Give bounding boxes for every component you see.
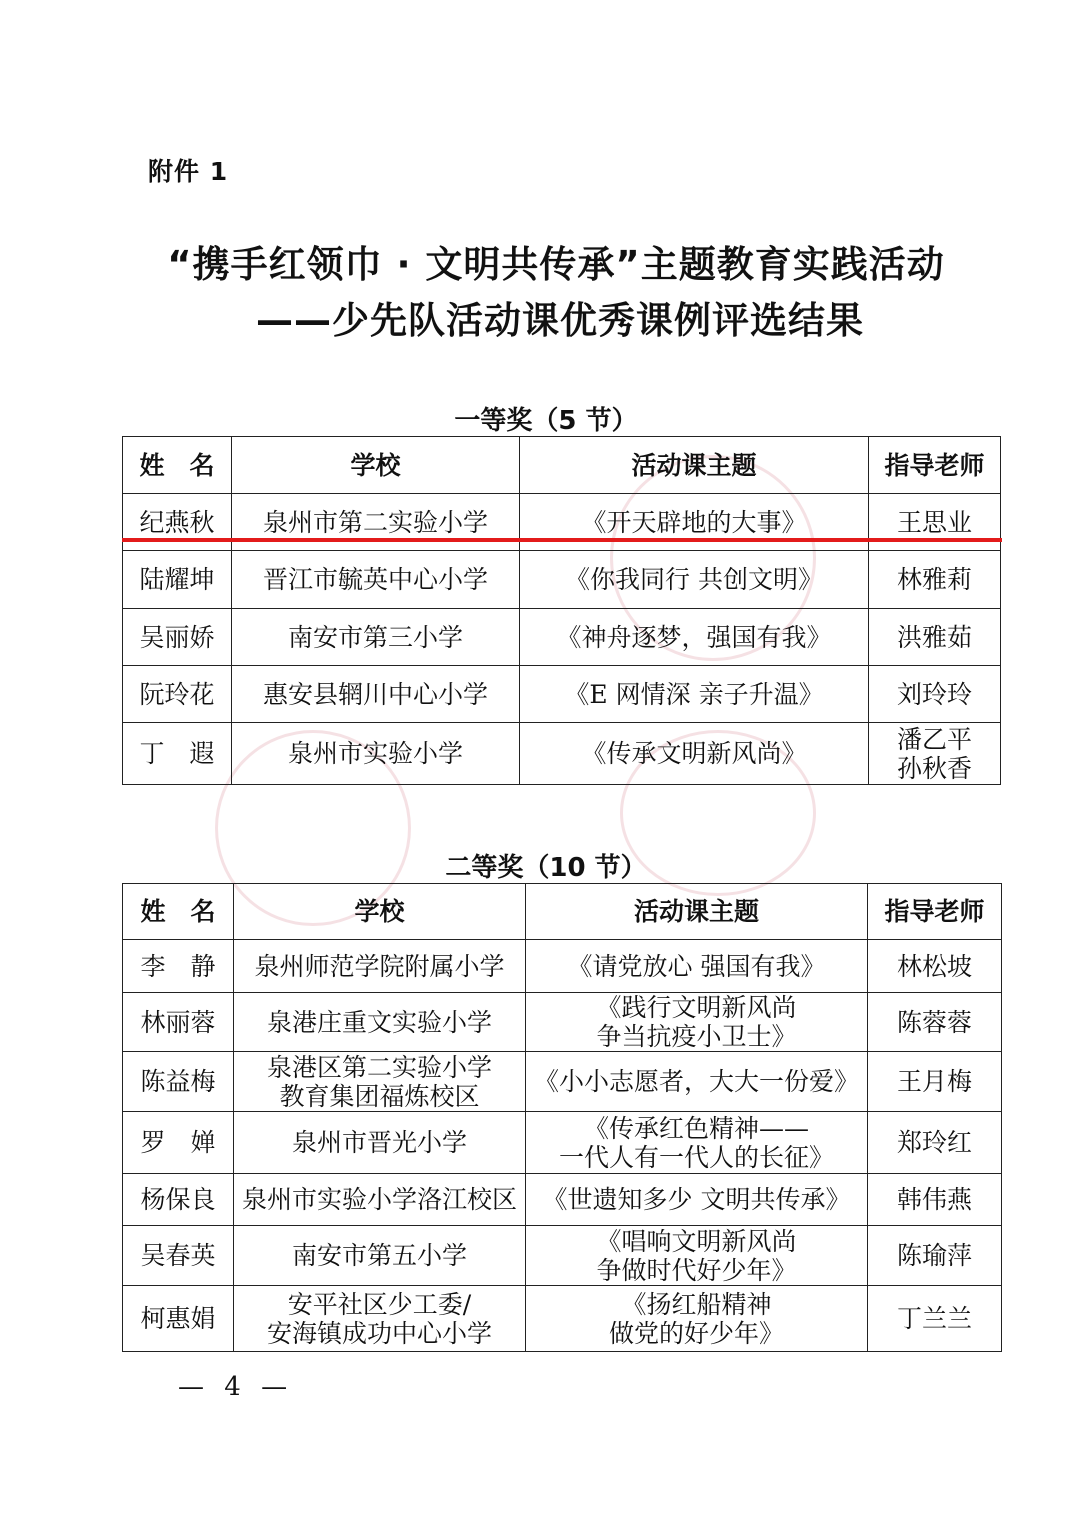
cell-teacher-line: 王思业 — [896, 507, 972, 537]
cell-school-line: 安平社区少工委/ — [287, 1289, 472, 1319]
cell-teacher-line: 丁兰兰 — [896, 1304, 972, 1333]
cell-name: 阮玲花 — [123, 666, 232, 723]
cell-school — [234, 1174, 526, 1226]
cell-school — [234, 1112, 526, 1174]
cell-school-line: 泉州市晋光小学 — [291, 1128, 467, 1157]
cell-topic — [520, 609, 869, 666]
cell-school — [234, 1286, 526, 1352]
cell-school-line: 南安市第三小学 — [287, 622, 463, 652]
table-row — [123, 940, 1002, 993]
cell-school — [232, 666, 520, 723]
header-name: 姓 名 — [123, 437, 232, 494]
cell-teacher-line: 洪雅茹 — [896, 622, 972, 652]
table-row — [123, 1052, 1002, 1112]
cell-school-line: 惠安县辋川中心小学 — [262, 679, 488, 709]
cell-teacher — [869, 609, 1001, 666]
cell-topic — [526, 1226, 868, 1286]
cell-teacher — [869, 723, 1001, 785]
cell-teacher — [869, 666, 1001, 723]
highlight-underline — [122, 538, 1002, 542]
cell-school — [234, 993, 526, 1052]
cell-teacher-line: 潘乙平 — [896, 724, 972, 754]
second-prize-table — [122, 883, 1002, 1352]
table-header-row — [123, 437, 1001, 494]
cell-topic-line: 《唱响文明新风尚 — [596, 1226, 797, 1256]
cell-school-line: 教育集团福炼校区 — [279, 1081, 480, 1111]
cell-topic — [526, 1052, 868, 1112]
cell-topic-line: 《践行文明新风尚 — [596, 993, 797, 1022]
cell-topic — [526, 993, 868, 1052]
cell-topic — [520, 723, 869, 785]
cell-name: 丁 遐 — [123, 723, 232, 785]
cell-name: 李 静 — [123, 940, 234, 993]
cell-school — [232, 723, 520, 785]
cell-teacher-line: 林雅莉 — [896, 565, 972, 594]
cell-topic — [520, 666, 869, 723]
cell-teacher-line: 陈蓉蓉 — [896, 1007, 972, 1037]
cell-topic-line: 《你我同行 共创文明》 — [565, 565, 823, 594]
cell-name: 吴春英 — [123, 1226, 234, 1286]
cell-school — [232, 609, 520, 666]
header-topic: 活动课主题 — [526, 884, 868, 940]
cell-name: 纪燕秋 — [123, 494, 232, 551]
cell-name: 陈益梅 — [123, 1052, 234, 1112]
cell-school-line: 泉州市实验小学 — [287, 739, 463, 768]
cell-topic-line: 《世遗知多少 文明共传承》 — [542, 1185, 851, 1214]
page-number: — 4 — — [178, 1372, 294, 1402]
cell-school-line: 泉州市实验小学洛江校区 — [241, 1185, 517, 1214]
cell-teacher — [868, 993, 1002, 1052]
table-row — [123, 723, 1001, 785]
cell-topic-line: 《开天辟地的大事》 — [581, 507, 807, 537]
header-teacher: 指导老师 — [868, 884, 1002, 940]
cell-school — [234, 940, 526, 993]
cell-school — [232, 551, 520, 609]
cell-name: 杨保良 — [123, 1174, 234, 1226]
cell-teacher — [868, 1226, 1002, 1286]
second-prize-heading: 二等奖（10 节） — [445, 853, 647, 883]
first-prize-table — [122, 436, 1001, 785]
header-name: 姓 名 — [123, 884, 234, 940]
table-row — [123, 609, 1001, 666]
cell-teacher-line: 刘玲玲 — [896, 679, 972, 709]
cell-name: 柯惠娟 — [123, 1286, 234, 1352]
cell-teacher — [868, 1174, 1002, 1226]
cell-teacher — [868, 1112, 1002, 1174]
first-prize-heading: 一等奖（5 节） — [454, 406, 638, 436]
cell-school-line: 安海镇成功中心小学 — [266, 1318, 492, 1348]
cell-teacher-line: 韩伟燕 — [896, 1185, 972, 1214]
cell-topic — [526, 1286, 868, 1352]
cell-teacher — [869, 551, 1001, 609]
cell-topic-line: 《小小志愿者，大大一份爱》 — [533, 1067, 859, 1096]
cell-name: 陆耀坤 — [123, 551, 232, 609]
table-row — [123, 1226, 1002, 1286]
table-header-row — [123, 884, 1002, 940]
cell-school-line: 晋江市毓英中心小学 — [262, 565, 488, 594]
cell-topic — [526, 940, 868, 993]
table-row — [123, 551, 1001, 609]
cell-topic — [526, 1112, 868, 1174]
cell-teacher — [868, 940, 1002, 993]
cell-topic-line: 《传承红色精神—— — [583, 1113, 809, 1143]
cell-teacher-line: 林松坡 — [896, 951, 972, 981]
header-school: 学校 — [234, 884, 526, 940]
cell-name: 吴丽娇 — [123, 609, 232, 666]
cell-teacher-line: 陈瑜萍 — [896, 1241, 972, 1270]
cell-name: 林丽蓉 — [123, 993, 234, 1052]
cell-topic — [520, 551, 869, 609]
cell-teacher-line: 王月梅 — [896, 1067, 972, 1096]
cell-topic-line: 一代人有一代人的长征》 — [558, 1142, 834, 1172]
cell-topic-line: 做党的好少年》 — [608, 1318, 784, 1348]
document-title-line2: ——少先队活动课优秀课例评选结果 — [256, 299, 864, 342]
cell-school — [234, 1052, 526, 1112]
cell-topic-line: 《扬红船精神 — [621, 1289, 772, 1319]
cell-school — [234, 1226, 526, 1286]
cell-teacher-line: 郑玲红 — [896, 1128, 972, 1157]
header-teacher: 指导老师 — [869, 437, 1001, 494]
cell-school-line: 泉港区第二实验小学 — [266, 1052, 492, 1082]
cell-topic-line: 《请党放心 强国有我》 — [567, 951, 826, 981]
attachment-label: 附件 1 — [148, 157, 229, 186]
header-school: 学校 — [232, 437, 520, 494]
table-row — [123, 1112, 1002, 1174]
header-topic: 活动课主题 — [520, 437, 869, 494]
cell-name: 罗 婵 — [123, 1112, 234, 1174]
cell-teacher — [868, 1286, 1002, 1352]
cell-school-line: 泉州师范学院附属小学 — [254, 951, 505, 981]
cell-topic — [526, 1174, 868, 1226]
cell-school-line: 泉港庄重文实验小学 — [266, 1007, 492, 1037]
table-row — [123, 993, 1002, 1052]
cell-topic-line: 《神舟逐梦，强国有我》 — [556, 622, 832, 652]
cell-topic-line: 《E 网情深 亲子升温》 — [564, 679, 824, 709]
cell-topic-line: 争当抗疫小卫士》 — [596, 1022, 797, 1051]
table-row — [123, 666, 1001, 723]
document-title-line1: “携手红领巾 · 文明共传承”主题教育实践活动 — [167, 243, 945, 286]
table-row — [123, 1286, 1002, 1352]
cell-topic-line: 《传承文明新风尚》 — [581, 739, 807, 768]
cell-school-line: 泉州市第二实验小学 — [262, 507, 488, 537]
cell-topic-line: 争做时代好少年》 — [596, 1255, 797, 1285]
cell-teacher-line: 孙秋香 — [896, 753, 972, 783]
table-row — [123, 1174, 1002, 1226]
cell-school-line: 南安市第五小学 — [291, 1241, 467, 1270]
cell-teacher — [868, 1052, 1002, 1112]
